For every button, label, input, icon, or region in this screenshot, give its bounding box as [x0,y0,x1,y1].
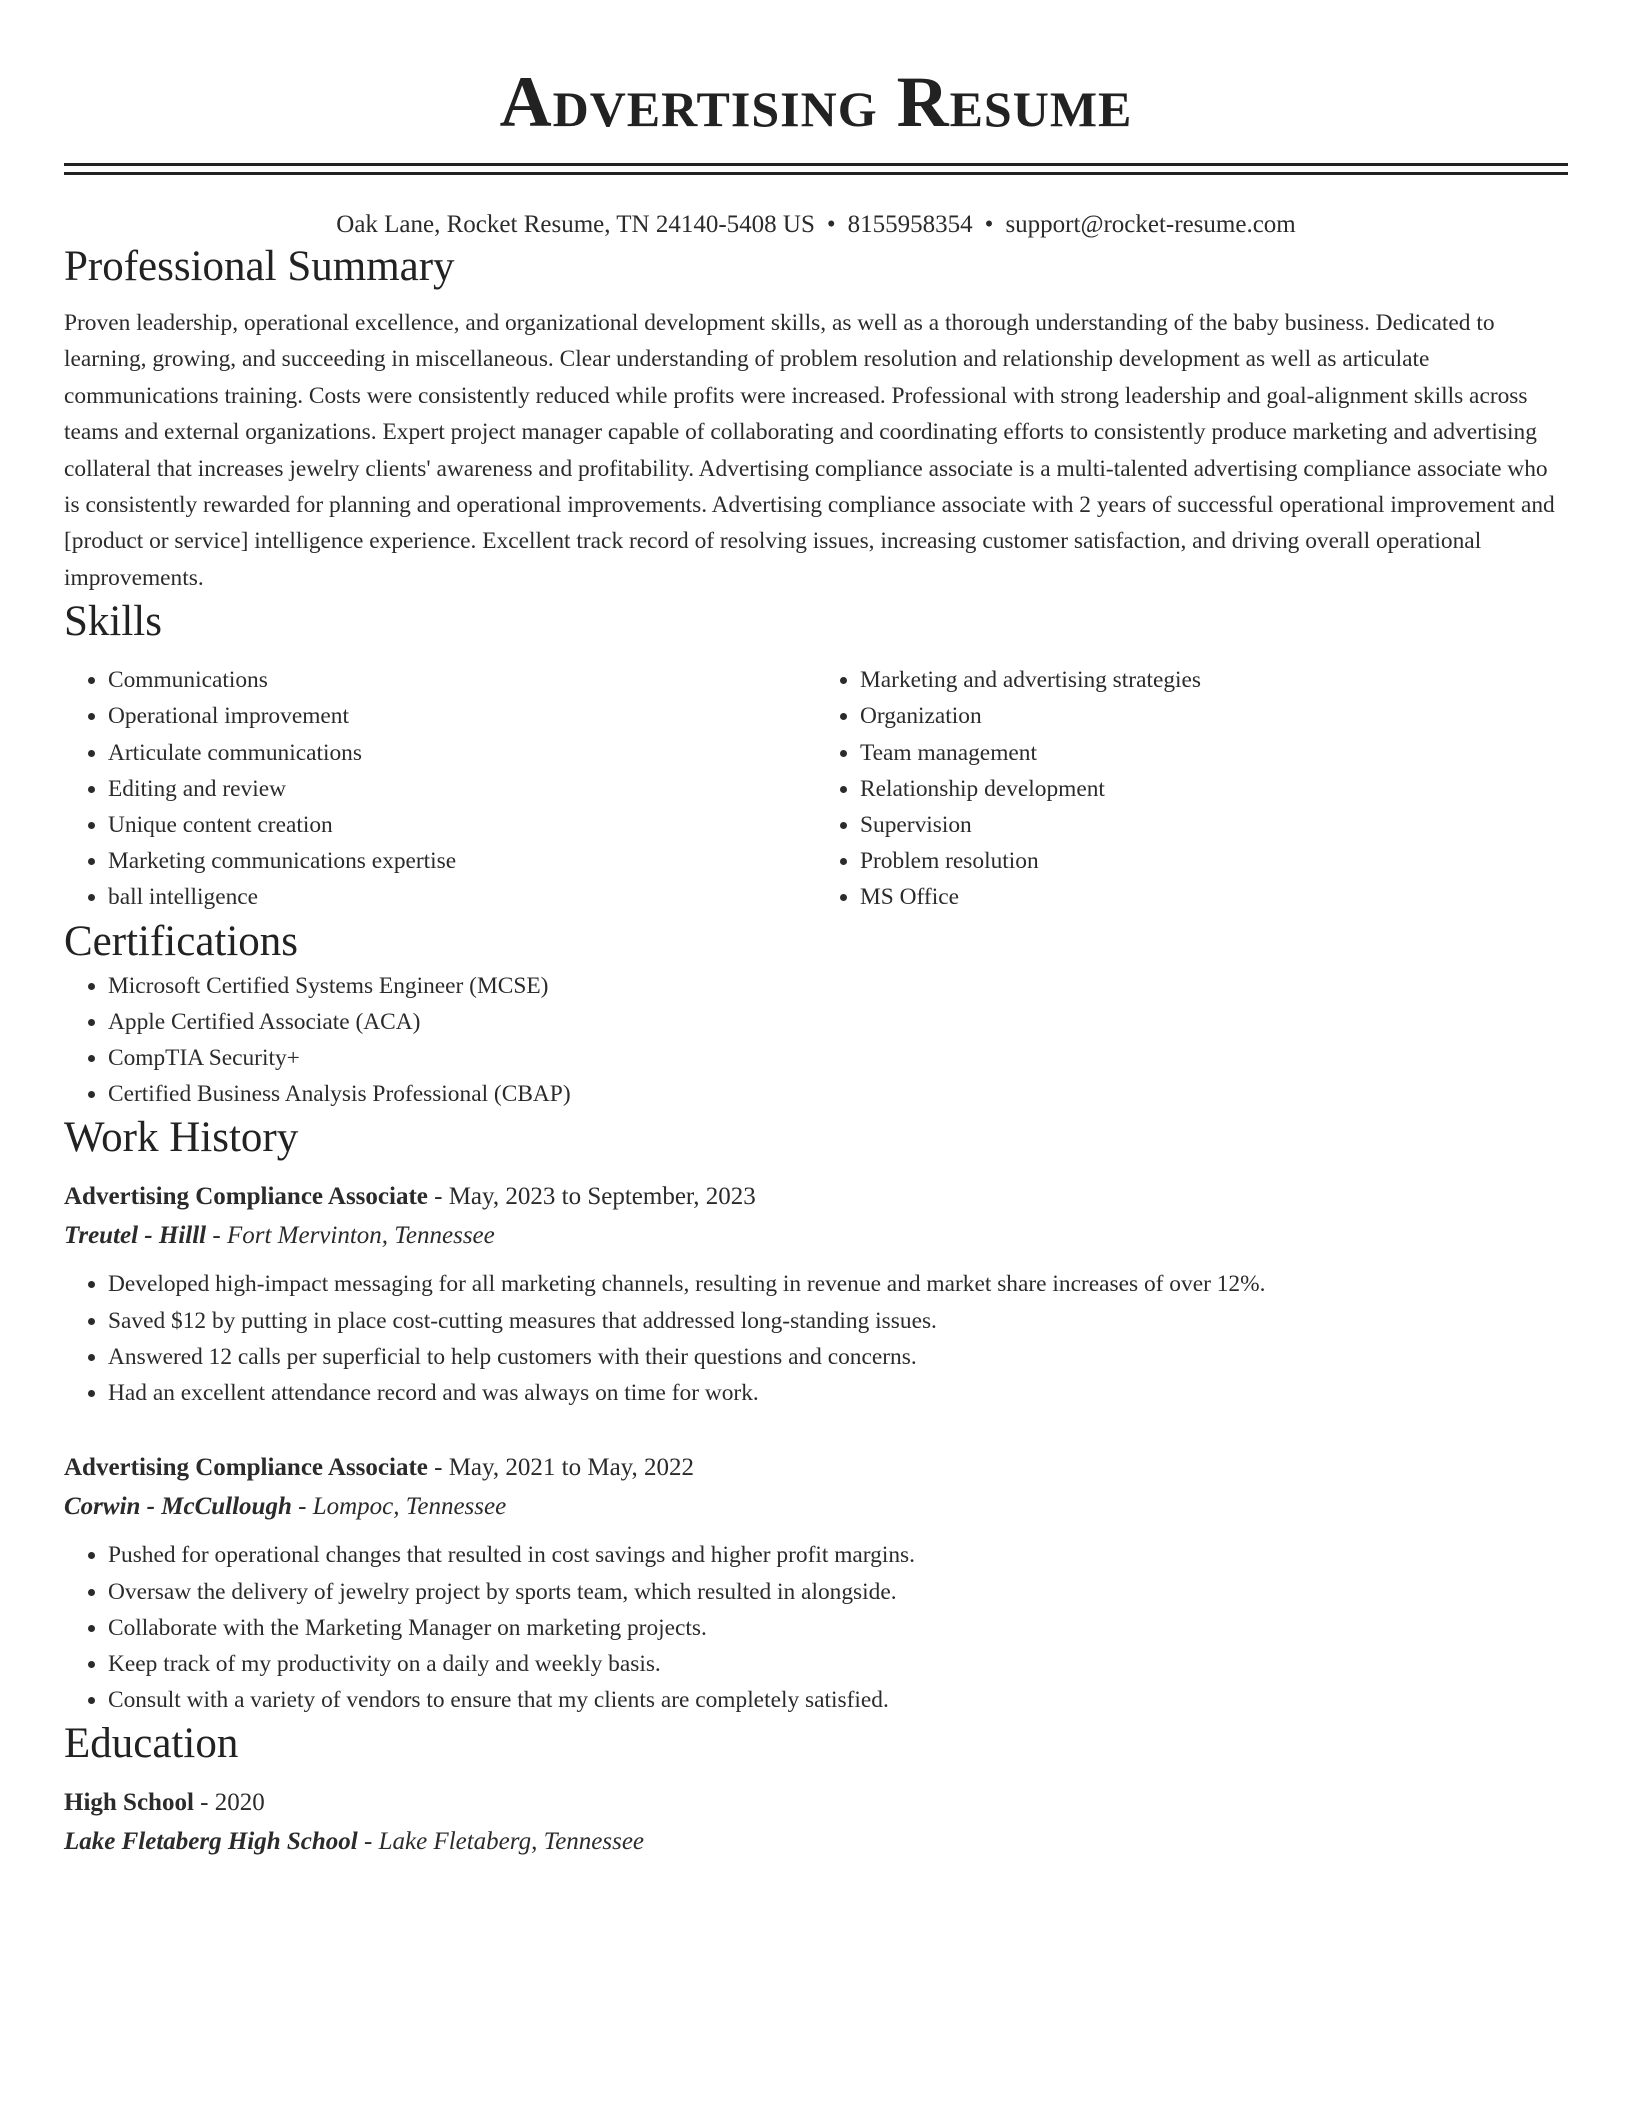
job-dates: May, 2021 to May, 2022 [448,1454,695,1482]
job-bullets [64,1266,1568,1411]
job-bullet: • Saved $12 by putting in place cost-cutting measures that addressed long-standing issues. [108,1303,1568,1339]
job-entry [64,1449,1568,1718]
education-school-line: Lake Fletaberg High School - Lake Fletaberg, Tennessee [64,1828,645,1856]
skill-item: • Marketing and advertising strategies [860,662,1568,698]
job-company: Treutel - Hilll [64,1222,207,1250]
job-company-line: Treutel - Hilll - Fort Mervinton, Tennessee [64,1222,495,1250]
job-dates: May, 2023 to September, 2023 [448,1183,756,1211]
skill-item: • Editing and review [108,771,816,807]
education-heading: Education [64,1720,239,1768]
skills-heading: Skills [64,598,162,646]
job-title: Advertising Compliance Associate [64,1454,428,1482]
contact-address: Oak Lane, Rocket Resume, TN 24140-5408 US [336,211,815,238]
job-bullet: • Consult with a variety of vendors to ensure that my clients are completely satisfied. [108,1682,1568,1718]
skill-item: • MS Office [860,879,1568,915]
skill-item: • Organization [860,698,1568,734]
job-bullet: • Had an excellent attendance record and was always on time for work. [108,1375,1568,1411]
skill-item: • Articulate communications [108,735,816,771]
skill-item: • Unique content creation [108,807,816,843]
certification-item: • CompTIA Security+ [108,1040,1568,1076]
skills-list-right [816,662,1568,915]
education-entry [64,1784,1568,1862]
education-school: Lake Fletaberg High School [64,1828,358,1856]
certification-item: • Apple Certified Associate (ACA) [108,1004,1568,1040]
contact-email: support@rocket-resume.com [1005,211,1296,238]
skills-columns [64,662,1568,915]
certifications-list [64,968,1568,1113]
summary-heading: Professional Summary [64,243,455,290]
job-bullet: • Pushed for operational changes that resulted in cost savings and higher profit margins. [108,1537,1568,1573]
job-bullet: • Collaborate with the Marketing Manager on marketing projects. [108,1610,1568,1646]
certifications-heading: Certifications [64,917,299,965]
job-bullet: • Answered 12 calls per superficial to help customers with their questions and concerns. [108,1339,1568,1375]
job-company-line: Corwin - McCullough - Lompoc, Tennessee [64,1493,507,1521]
education-degree-line: High School - 2020 [64,1789,265,1817]
job-title: Advertising Compliance Associate [64,1183,428,1211]
title-divider-thick [64,163,1568,166]
education-year: 2020 [214,1789,265,1817]
work-history-heading: Work History [64,1114,299,1162]
job-title-line: Advertising Compliance Associate - May, 2023 to September, 2023 [64,1183,756,1211]
job-location: Fort Mervinton, Tennessee [226,1222,495,1250]
contact-separator: • [984,211,994,238]
certification-item: • Certified Business Analysis Professional (CBAP) [108,1076,1568,1112]
contact-line [64,209,1568,241]
job-location: Lompoc, Tennessee [312,1493,507,1521]
contact-separator: • [826,211,836,238]
job-title-line: Advertising Compliance Associate - May, 2021 to May, 2022 [64,1454,695,1482]
skill-item: • Marketing communications expertise [108,843,816,879]
job-company: Corwin - McCullough [64,1493,292,1521]
skill-item: • Operational improvement [108,698,816,734]
job-bullet: • Developed high-impact messaging for all marketing channels, resulting in revenue and market share increases of over 12%. [108,1266,1568,1302]
certification-item: • Microsoft Certified Systems Engineer (MCSE) [108,968,1568,1004]
skill-item: • ball intelligence [108,879,816,915]
education-degree: High School [64,1789,194,1817]
skill-item: • Problem resolution [860,843,1568,879]
contact-phone: 8155958354 [847,211,973,238]
job-bullet: • Oversaw the delivery of jewelry project by sports team, which resulted in alongside. [108,1574,1568,1610]
skills-list-left [64,662,816,915]
job-bullets [64,1537,1568,1718]
education-location: Lake Fletaberg, Tennessee [378,1828,645,1856]
summary-text: Proven leadership, operational excellence, and organizational development skills, as well as a thorough understanding of the baby business. Dedicated to learning, growing, and succeeding in miscellaneous. Clear understanding of problem resolution and relationship development as well as articulate communications training. Costs were consistently reduced while profits were increased. Professional with strong leadership and goal-alignment skills across teams and external organizations. Expert project manager capable of collaborating and coordinating efforts to consistently produce marketing and advertising collateral that increases jewelry clients' awareness and profitability. Advertising compliance associate is a multi-talented advertising compliance associate who is consistently rewarded for planning and operational improvements. Advertising compliance associate with 2 years of successful operational improvement and [product or service] intelligence experience. Excellent track record of resolving issues, increasing customer satisfaction, and driving overall operational improvements. [64,310,1555,591]
skill-item: • Communications [108,662,816,698]
job-bullet: • Keep track of my productivity on a daily and weekly basis. [108,1646,1568,1682]
job-entry [64,1178,1568,1411]
resume-title: Advertising Resume [499,62,1133,142]
title-divider-thin [64,172,1568,175]
skill-item: • Team management [860,735,1568,771]
skill-item: • Supervision [860,807,1568,843]
skill-item: • Relationship development [860,771,1568,807]
